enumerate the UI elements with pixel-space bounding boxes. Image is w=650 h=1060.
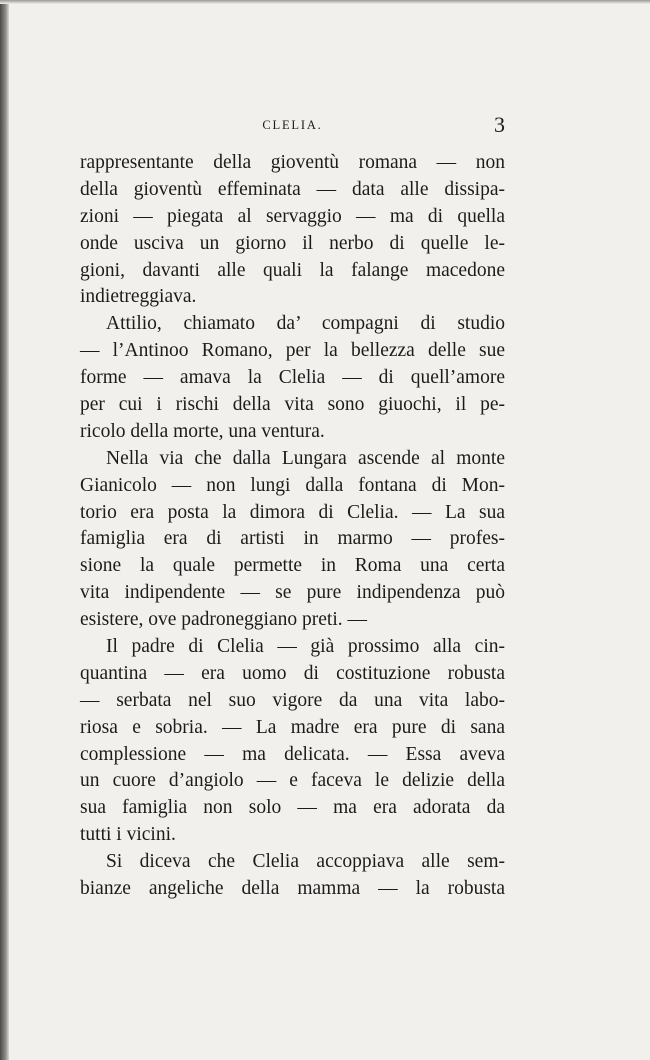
text-line: indietreggiava.: [80, 286, 197, 308]
text-line: onde usciva un giorno il nerbo di quelle le-: [80, 232, 505, 254]
text-line: gioni, davanti alle quali la falange macedone: [80, 259, 505, 281]
page-number: 3: [494, 112, 505, 137]
text-line: riosa e sobria. — La madre era pure di sana: [80, 716, 505, 738]
running-title: CLELIA.: [262, 118, 323, 132]
text-line: vita indipendente — se pure indipendenza può: [80, 582, 505, 604]
text-line: rappresentante della gioventù romana — non: [80, 152, 505, 173]
text-line: forme — amava la Clelia — di quell’amore: [80, 367, 505, 389]
text-line: ricolo della morte, una ventura.: [80, 420, 325, 442]
text-line: — l’Antinoo Romano, per la bellezza delle sue: [80, 340, 505, 362]
text-line: Si diceva che Clelia accoppiava alle sem-: [106, 851, 505, 873]
text-line: torio era posta la dimora di Clelia. — La sua: [80, 501, 505, 523]
text-line: — serbata nel suo vigore da una vita labo-: [80, 689, 505, 711]
running-head: [80, 112, 505, 140]
text-line: zioni — piegata al servaggio — ma di quella: [80, 205, 505, 227]
text-line: sua famiglia non solo — ma era adorata da: [80, 797, 505, 819]
body-text: [80, 150, 505, 903]
text-line: della gioventù effeminata — data alle dissipa-: [80, 178, 505, 200]
book-spine-shadow: [0, 0, 9, 1060]
text-line: bianze angeliche della mamma — la robusta: [80, 878, 505, 900]
text-line: per cui i rischi della vita sono giuochi, il pe-: [80, 394, 505, 416]
text-line: tutti i vicini.: [80, 824, 176, 846]
text-line: complessione — ma delicata. — Essa aveva: [80, 743, 505, 765]
text-line: esistere, ove padroneggiano preti. —: [80, 609, 367, 631]
text-line: Gianicolo — non lungi dalla fontana di Mon-: [80, 474, 505, 496]
text-line: Il padre di Clelia — già prossimo alla cin-: [106, 636, 505, 658]
text-line: sione la quale permette in Roma una certa: [80, 555, 505, 577]
text-line: un cuore d’angiolo — e faceva le delizie della: [80, 770, 505, 792]
text-line: famiglia era di artisti in marmo — profes-: [80, 528, 505, 550]
text-line: Nella via che dalla Lungara ascende al monte: [106, 447, 505, 469]
text-line: quantina — era uomo di costituzione robusta: [80, 662, 505, 684]
text-line: Attilio, chiamato da’ compagni di studio: [106, 313, 505, 335]
page-top-edge: [0, 0, 650, 4]
